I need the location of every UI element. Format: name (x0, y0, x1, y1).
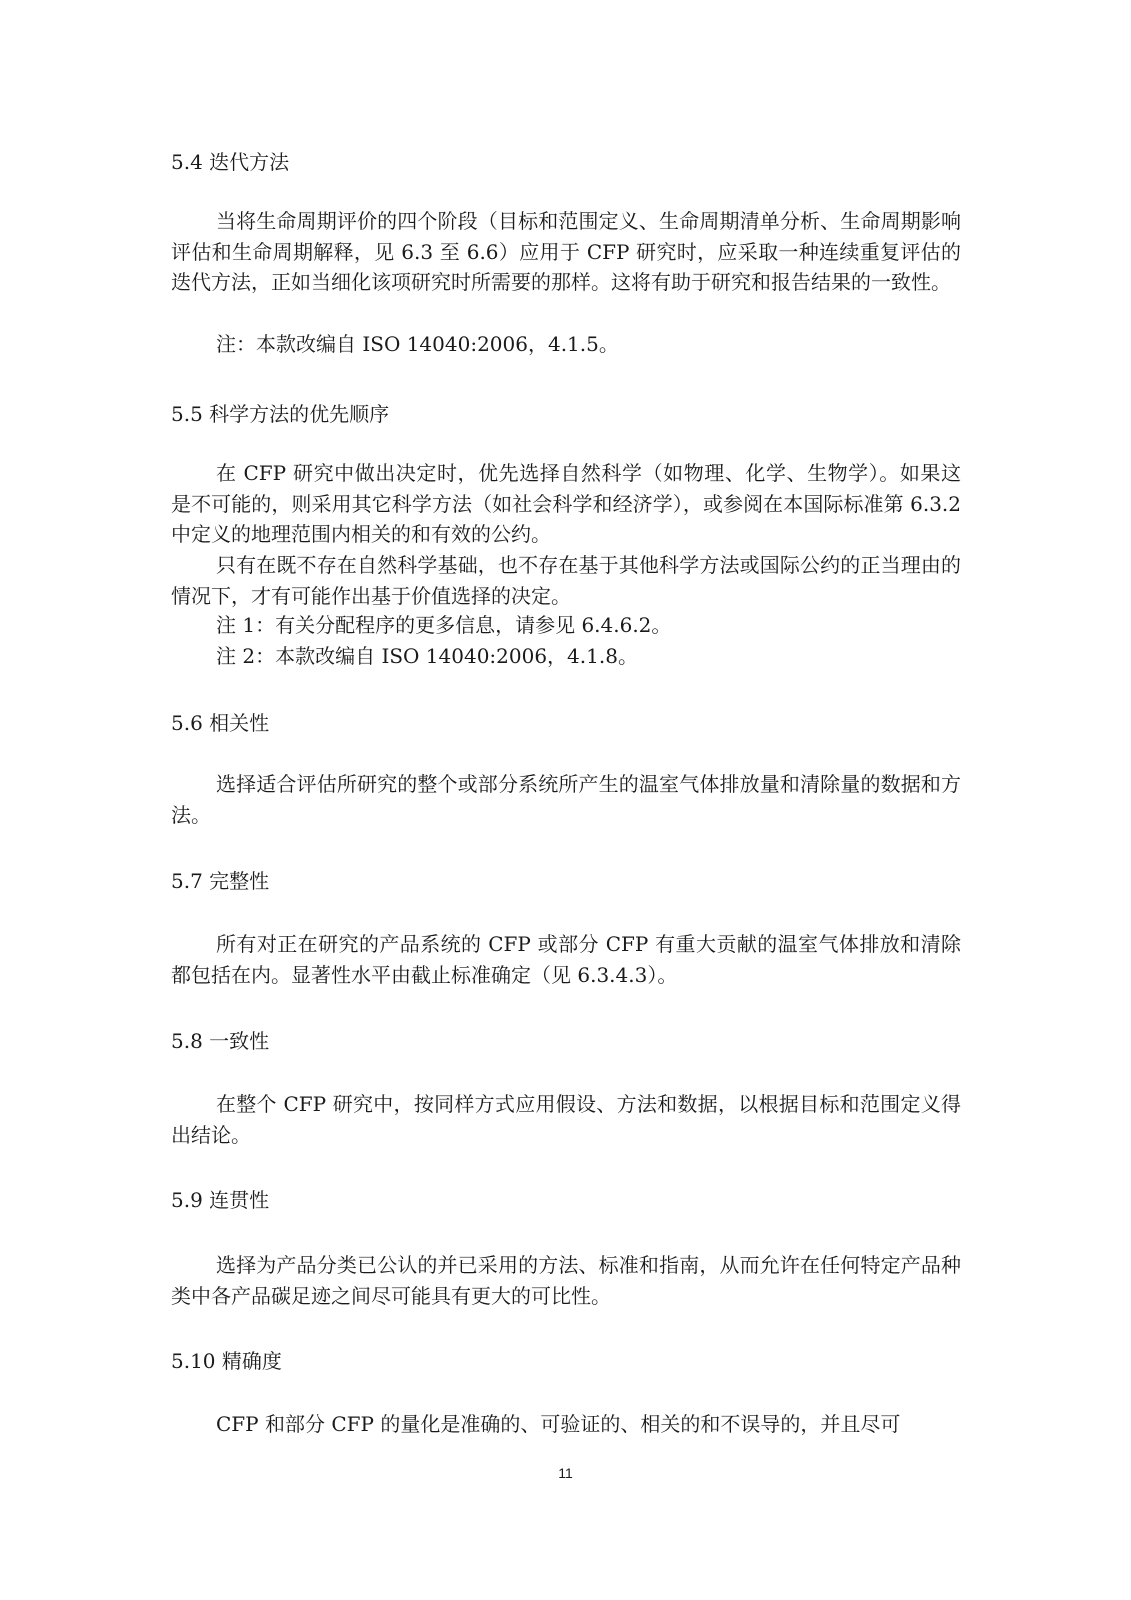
section-heading-5-9: 5.9 连贯性 (171, 1188, 270, 1212)
section-5-10-paragraph: CFP 和部分 CFP 的量化是准确的、可验证的、相关的和不误导的，并且尽可 (216, 1412, 901, 1436)
section-heading-5-7: 5.7 完整性 (171, 869, 270, 893)
document-page (171, 0, 961, 1600)
section-5-5-note-2: 注 2：本款改编自 ISO 14040:2006，4.1.8。 (216, 644, 638, 668)
section-5-8-paragraph: 在整个 CFP 研究中，按同样方式应用假设、方法和数据，以根据目标和范围定义得出结论。 (171, 1092, 961, 1147)
section-heading-5-10: 5.10 精确度 (171, 1349, 282, 1373)
section-heading-5-6: 5.6 相关性 (171, 711, 270, 735)
section-heading-5-5: 5.5 科学方法的优先顺序 (171, 402, 390, 426)
section-5-5-paragraph-2: 只有在既不存在自然科学基础，也不存在基于其他科学方法或国际公约的正当理由的情况下，才有可能作出基于价值选择的决定。 (171, 553, 961, 608)
page-number: 11 (558, 1465, 573, 1481)
section-5-6-paragraph: 选择适合评估所研究的整个或部分系统所产生的温室气体排放量和清除量的数据和方法。 (171, 772, 961, 827)
section-5-5-paragraph-1: 在 CFP 研究中做出决定时，优先选择自然科学（如物理、化学、生物学）。如果这是不可能的，则采用其它科学方法（如社会科学和经济学），或参阅在本国际标准第 6.3.2 中定义的地理范围内相关的和有效的公约。 (171, 461, 961, 546)
section-5-5-note-1: 注 1：有关分配程序的更多信息，请参见 6.4.6.2。 (216, 613, 672, 637)
section-5-7-paragraph: 所有对正在研究的产品系统的 CFP 或部分 CFP 有重大贡献的温室气体排放和清除都包括在内。显著性水平由截止标准确定（见 6.3.4.3）。 (171, 932, 961, 987)
section-5-9-paragraph: 选择为产品分类已公认的并已采用的方法、标准和指南，从而允许在任何特定产品种类中各产品碳足迹之间尽可能具有更大的可比性。 (171, 1253, 961, 1308)
section-heading-5-4: 5.4 迭代方法 (171, 150, 290, 174)
section-heading-5-8: 5.8 一致性 (171, 1029, 270, 1053)
section-5-4-note: 注：本款改编自 ISO 14040:2006，4.1.5。 (216, 332, 619, 356)
section-5-4-paragraph: 当将生命周期评价的四个阶段（目标和范围定义、生命周期清单分析、生命周期影响评估和生命周期解释，见 6.3 至 6.6）应用于 CFP 研究时，应采取一种连续重复评估的迭代方法，正如当细化该项研究时所需要的那样。这将有助于研究和报告结果的一致性。 (171, 209, 961, 294)
